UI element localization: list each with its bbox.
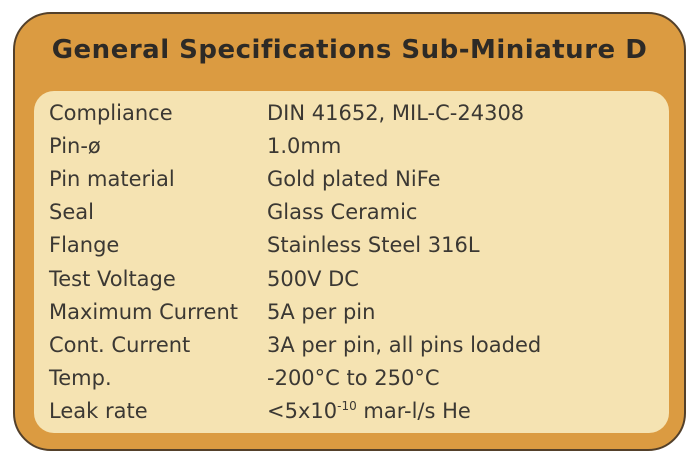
spec-row-pin-diameter bbox=[49, 129, 669, 162]
spec-value bbox=[267, 399, 471, 423]
spec-label: Maximum Current bbox=[49, 299, 239, 324]
spec-value bbox=[267, 333, 541, 357]
spec-row-flange bbox=[49, 229, 669, 262]
spec-label: Seal bbox=[49, 200, 94, 225]
spec-row-test-voltage bbox=[49, 262, 669, 295]
spec-value-superscript: -10 bbox=[337, 399, 357, 414]
spec-label: Leak rate bbox=[49, 399, 148, 424]
spec-value-text: Stainless Steel 316L bbox=[267, 233, 480, 258]
spec-value-text: <5x10 bbox=[267, 399, 338, 424]
spec-label: Compliance bbox=[49, 100, 173, 125]
spec-value bbox=[267, 366, 440, 390]
spec-value bbox=[267, 200, 417, 224]
spec-value-text: 3A per pin, all pins loaded bbox=[267, 332, 542, 357]
spec-label: Pin material bbox=[49, 166, 175, 191]
spec-row-cont-current bbox=[49, 328, 669, 361]
spec-value-text: DIN 41652, MIL-C-24308 bbox=[267, 100, 525, 125]
spec-label: Test Voltage bbox=[49, 266, 176, 291]
spec-label: Temp. bbox=[49, 366, 112, 391]
spec-label: Pin-ø bbox=[49, 133, 101, 158]
card-title: General Specifications Sub-Miniature D bbox=[51, 35, 648, 65]
spec-value-text: Glass Ceramic bbox=[267, 200, 418, 225]
spec-table bbox=[34, 91, 669, 433]
spec-value bbox=[267, 101, 524, 125]
spec-value-tail: mar-l/s He bbox=[356, 399, 471, 424]
spec-row-compliance bbox=[49, 96, 669, 129]
spec-label: Cont. Current bbox=[49, 332, 191, 357]
spec-value bbox=[267, 300, 375, 324]
spec-value bbox=[267, 167, 441, 191]
spec-row-leak-rate bbox=[49, 395, 669, 428]
spec-value bbox=[267, 134, 341, 158]
spec-value-text: 1.0mm bbox=[267, 133, 342, 158]
spec-value-text: -200°C to 250°C bbox=[267, 366, 440, 391]
spec-value bbox=[267, 233, 480, 257]
spec-value-text: 500V DC bbox=[267, 266, 359, 291]
spec-row-maximum-current bbox=[49, 295, 669, 328]
spec-card bbox=[13, 12, 686, 451]
spec-row-seal bbox=[49, 196, 669, 229]
spec-row-pin-material bbox=[49, 162, 669, 195]
spec-value-text: Gold plated NiFe bbox=[267, 166, 441, 191]
spec-value bbox=[267, 267, 359, 291]
spec-row-temperature bbox=[49, 362, 669, 395]
spec-value-text: 5A per pin bbox=[267, 299, 376, 324]
spec-label: Flange bbox=[49, 233, 120, 258]
